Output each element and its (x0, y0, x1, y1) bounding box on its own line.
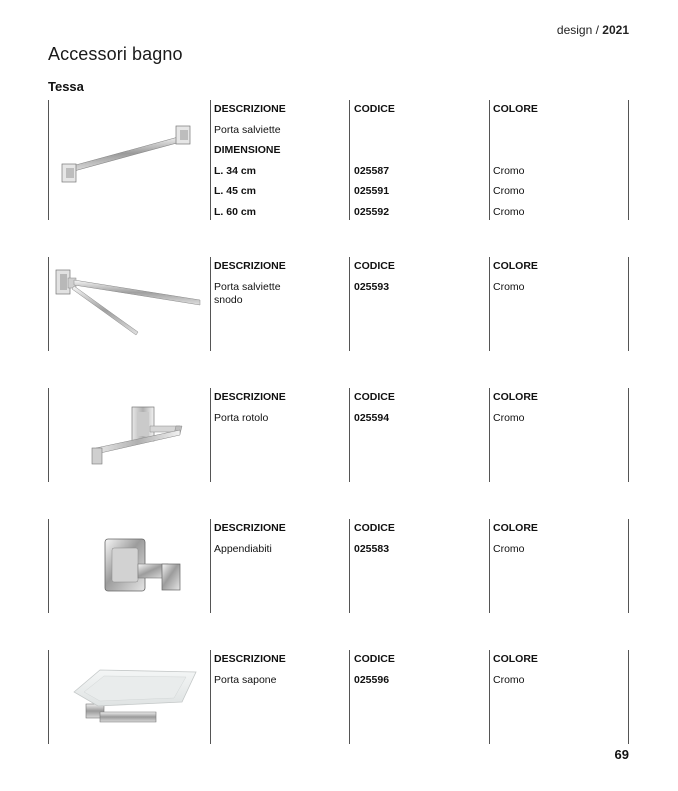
product-code: 025583 (354, 543, 390, 555)
color-header: COLORE (493, 653, 538, 665)
code-header: CODICE (354, 391, 395, 403)
divider (210, 519, 211, 613)
brand-header (557, 23, 629, 37)
divider (489, 388, 490, 482)
divider (48, 257, 49, 351)
code-header: CODICE (354, 653, 395, 665)
color-header: COLORE (493, 522, 538, 534)
section-title: Tessa (48, 79, 84, 94)
product-color: Cromo (493, 412, 525, 424)
product-color: Cromo (493, 674, 525, 686)
variant-size: L. 45 cm (214, 185, 257, 197)
divider (628, 650, 629, 744)
divider (48, 519, 49, 613)
code-header: CODICE (354, 522, 395, 534)
divider (48, 650, 49, 744)
divider (210, 388, 211, 482)
divider (489, 257, 490, 351)
robe-hook-image (102, 536, 184, 600)
toilet-roll-holder-image (90, 404, 185, 470)
divider (48, 100, 49, 220)
product-description: Porta sapone (214, 674, 277, 686)
page-title: Accessori bagno (48, 44, 183, 64)
divider (628, 388, 629, 482)
brand-prefix: design / (556, 23, 603, 37)
divider (489, 650, 490, 744)
color-header: COLORE (493, 391, 538, 403)
product-description: Porta salviette (214, 124, 281, 136)
divider (349, 519, 350, 613)
variant-size: L. 60 cm (214, 206, 257, 218)
divider (210, 257, 211, 351)
swivel-towel-bar-image (54, 264, 204, 344)
variant-code: 025591 (354, 185, 390, 197)
divider (489, 519, 490, 613)
divider (349, 388, 350, 482)
description-header: DESCRIZIONE (214, 103, 286, 115)
product-description: Appendiabiti (214, 543, 272, 555)
page-number: 69 (614, 747, 629, 762)
variant-code: 025592 (354, 206, 390, 218)
description-header: DESCRIZIONE (214, 260, 286, 272)
divider (48, 388, 49, 482)
variant-size: L. 34 cm (214, 165, 257, 177)
divider (210, 100, 211, 220)
product-description: Porta rotolo (214, 412, 269, 424)
divider (628, 519, 629, 613)
divider (210, 650, 211, 744)
code-header: CODICE (354, 103, 395, 115)
product-code: 025593 (354, 281, 390, 293)
code-header: CODICE (354, 260, 395, 272)
soap-dish-image (70, 664, 200, 736)
description-header: DESCRIZIONE (214, 653, 286, 665)
variant-color: Cromo (493, 206, 525, 218)
variant-code: 025587 (354, 165, 390, 177)
divider (349, 100, 350, 220)
divider (628, 257, 629, 351)
variant-color: Cromo (493, 185, 525, 197)
description-header: DESCRIZIONE (214, 522, 286, 534)
brand-year: 2021 (602, 23, 629, 37)
product-code: 025594 (354, 412, 390, 424)
divider (349, 257, 350, 351)
product-description: Porta salviette snodo (214, 281, 281, 307)
description-header: DESCRIZIONE (214, 391, 286, 403)
color-header: COLORE (493, 260, 538, 272)
divider (489, 100, 490, 220)
divider (628, 100, 629, 220)
dimension-header: DIMENSIONE (214, 144, 281, 156)
towel-bar-image (58, 122, 198, 192)
color-header: COLORE (493, 103, 538, 115)
divider (349, 650, 350, 744)
product-color: Cromo (493, 543, 525, 555)
variant-color: Cromo (493, 165, 525, 177)
product-color: Cromo (493, 281, 525, 293)
product-code: 025596 (354, 674, 390, 686)
